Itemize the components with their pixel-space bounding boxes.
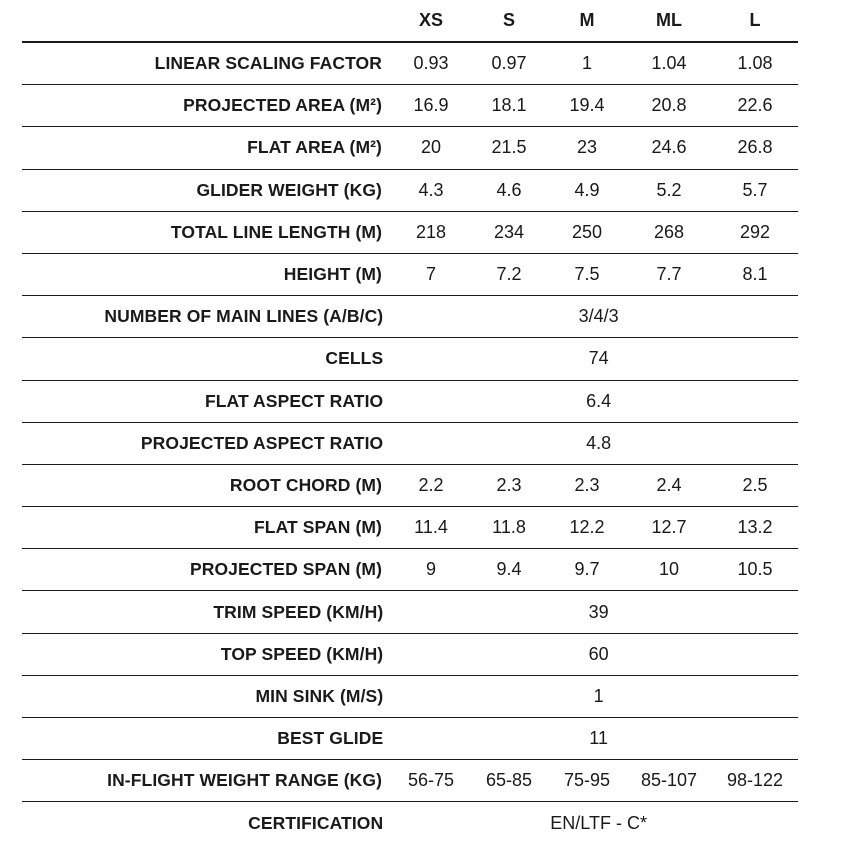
spec-table — [22, 0, 798, 845]
table-row — [22, 423, 798, 465]
table-cell: 13.2 — [737, 517, 773, 538]
table-row — [22, 127, 798, 169]
table-cell: 56-75 — [407, 770, 455, 791]
row-cells — [392, 475, 798, 496]
table-row — [22, 212, 798, 254]
row-label: PROJECTED AREA (M²) — [183, 95, 382, 116]
table-row — [22, 802, 798, 844]
column-header-l: L — [749, 10, 761, 30]
table-cell: 21.5 — [491, 137, 527, 158]
table-cell: 1.08 — [737, 53, 773, 74]
table-cell: 20 — [420, 137, 442, 158]
table-cell: 1 — [581, 53, 592, 74]
table-row — [22, 760, 798, 802]
table-cell: 11.4 — [414, 517, 448, 538]
column-header-s: S — [502, 10, 515, 30]
table-cell: 10 — [658, 559, 680, 580]
row-label: LINEAR SCALING FACTOR — [154, 53, 382, 74]
table-row — [22, 338, 798, 380]
table-cell: 7 — [425, 264, 436, 285]
table-cell: 16.9 — [413, 95, 449, 116]
row-label: GLIDER WEIGHT (KG) — [196, 179, 382, 200]
table-cell: 20.8 — [651, 95, 687, 116]
merged-cell: EN/LTF - C* — [550, 812, 647, 833]
row-label: HEIGHT (M) — [283, 264, 382, 285]
column-header-ml: ML — [656, 10, 682, 30]
merged-cell: 6.4 — [586, 390, 612, 411]
table-cell: 9.7 — [574, 559, 600, 580]
table-row — [22, 465, 798, 507]
row-label: TRIM SPEED (KM/H) — [213, 601, 384, 622]
table-header — [22, 0, 798, 43]
table-cell: 1.04 — [651, 53, 687, 74]
row-cells — [392, 222, 798, 243]
row-label: TOP SPEED (KM/H) — [220, 643, 384, 664]
table-cell: 11.8 — [492, 517, 526, 538]
merged-cell: 39 — [588, 601, 609, 622]
table-row — [22, 43, 798, 85]
table-cell: 26.8 — [737, 137, 773, 158]
table-row — [22, 676, 798, 718]
table-cell: 2.5 — [742, 474, 768, 495]
row-label: IN-FLIGHT WEIGHT RANGE (KG) — [107, 770, 382, 791]
table-row — [22, 634, 798, 676]
table-cell: 292 — [739, 221, 771, 242]
merged-cell: 4.8 — [586, 432, 612, 453]
header-cells — [392, 10, 798, 31]
row-cells — [392, 53, 798, 74]
row-cells — [392, 95, 798, 116]
row-cells — [392, 517, 798, 538]
row-cells — [392, 180, 798, 201]
row-label: CERTIFICATION — [248, 812, 384, 833]
table-cell: 19.4 — [569, 95, 605, 116]
table-cell: 23 — [576, 137, 598, 158]
table-cell: 250 — [571, 221, 603, 242]
row-cells — [392, 770, 798, 791]
table-row — [22, 549, 798, 591]
row-cells — [392, 137, 798, 158]
row-label: PROJECTED ASPECT RATIO — [140, 432, 384, 453]
row-label: FLAT AREA (M²) — [247, 137, 382, 158]
table-row — [22, 591, 798, 633]
table-cell: 4.3 — [418, 179, 444, 200]
table-cell: 0.97 — [491, 53, 527, 74]
table-cell: 9 — [425, 559, 436, 580]
table-cell: 2.3 — [496, 474, 522, 495]
table-cell: 22.6 — [737, 95, 773, 116]
merged-cell: 74 — [588, 348, 609, 369]
table-cell: 2.2 — [418, 474, 444, 495]
row-label: CELLS — [325, 348, 384, 369]
table-row — [22, 718, 798, 760]
table-cell: 12.7 — [651, 517, 687, 538]
merged-cell: 60 — [588, 643, 609, 664]
table-cell: 5.2 — [656, 179, 682, 200]
row-label: FLAT SPAN (M) — [254, 517, 382, 538]
table-cell: 10.5 — [737, 559, 773, 580]
row-cells — [392, 264, 798, 285]
table-row — [22, 85, 798, 127]
table-cell: 12.2 — [569, 517, 605, 538]
table-cell: 7.2 — [496, 264, 522, 285]
table-cell: 7.5 — [574, 264, 600, 285]
merged-cell: 11 — [589, 728, 608, 749]
table-cell: 268 — [653, 221, 685, 242]
table-cell: 75-95 — [563, 770, 611, 791]
table-cell: 234 — [493, 221, 525, 242]
table-row — [22, 170, 798, 212]
row-label: PROJECTED SPAN (M) — [189, 559, 382, 580]
row-label: FLAT ASPECT RATIO — [204, 390, 384, 411]
table-cell: 0.93 — [413, 53, 449, 74]
table-cell: 18.1 — [491, 95, 527, 116]
table-cell: 2.3 — [574, 474, 600, 495]
table-body — [22, 43, 798, 845]
table-cell: 9.4 — [496, 559, 522, 580]
row-label: BEST GLIDE — [277, 728, 384, 749]
merged-cell: 3/4/3 — [578, 306, 619, 327]
column-header-xs: XS — [418, 10, 443, 30]
table-cell: 5.7 — [742, 179, 768, 200]
table-cell: 7.7 — [656, 264, 682, 285]
table-row — [22, 254, 798, 296]
row-label: ROOT CHORD (M) — [229, 474, 382, 495]
table-cell: 4.6 — [496, 179, 522, 200]
table-cell: 85-107 — [640, 770, 698, 791]
row-cells — [392, 559, 798, 580]
table-cell: 218 — [415, 221, 447, 242]
table-row — [22, 296, 798, 338]
row-label: NUMBER OF MAIN LINES (A/B/C) — [104, 306, 384, 327]
table-row — [22, 507, 798, 549]
table-cell: 24.6 — [651, 137, 687, 158]
table-cell: 4.9 — [574, 179, 600, 200]
row-label: MIN SINK (M/S) — [255, 685, 384, 706]
table-cell: 8.1 — [742, 264, 768, 285]
merged-cell: 1 — [593, 685, 604, 706]
row-label: TOTAL LINE LENGTH (M) — [170, 221, 382, 242]
table-row — [22, 381, 798, 423]
table-cell: 65-85 — [485, 770, 533, 791]
table-cell: 98-122 — [726, 770, 784, 791]
column-header-m: M — [579, 10, 595, 30]
table-cell: 2.4 — [656, 474, 682, 495]
